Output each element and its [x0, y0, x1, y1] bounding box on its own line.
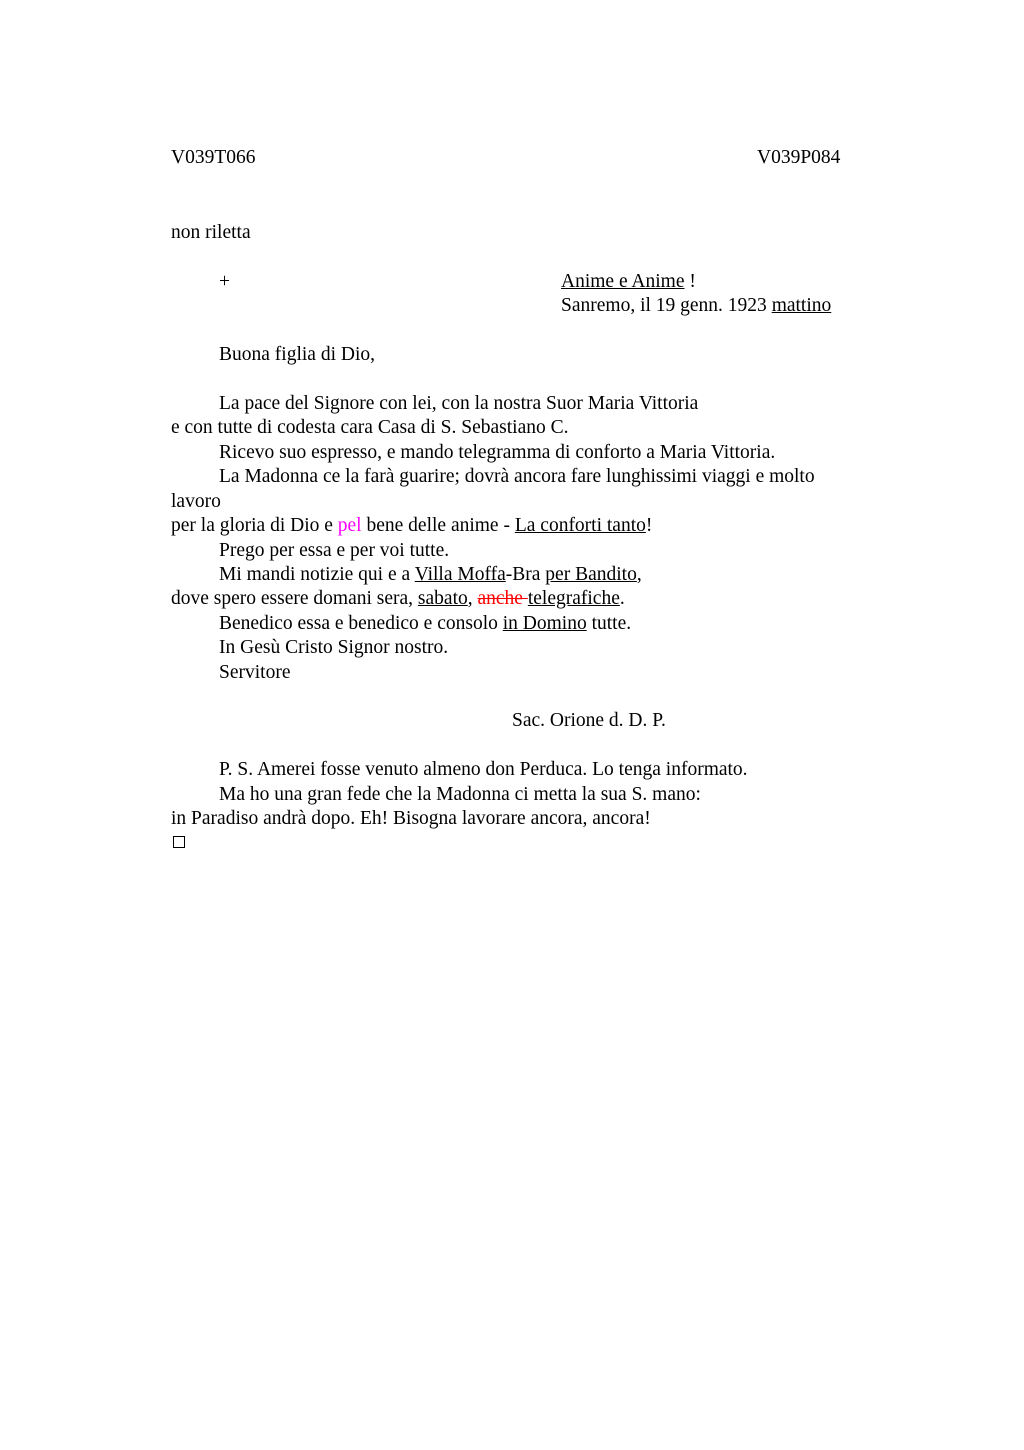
- body-line-8: [219, 563, 642, 587]
- body-line-5: lavoro: [171, 491, 221, 512]
- body-line-6-b: bene delle anime -: [361, 515, 515, 536]
- body-line-10-a: Benedico essa e benedico e consolo: [219, 613, 503, 634]
- body-line-2: e con tutte di codesta cara Casa di S. Sebastiano C.: [171, 417, 569, 438]
- body-line-10: [219, 612, 631, 636]
- status-note: non riletta: [171, 222, 251, 243]
- body-line-9-a: dove spero essere domani sera,: [171, 588, 418, 609]
- motto-punct: !: [684, 271, 696, 292]
- deleted-word-anche: anche: [477, 588, 528, 609]
- body-line-9-b: ,: [467, 588, 478, 609]
- body-line-3: Ricevo suo espresso, e mando telegramma di conforto a Maria Vittoria.: [219, 442, 776, 463]
- dateline-prefix: Sanremo, il 19 genn. 1923: [561, 295, 772, 316]
- body-line-12: Servitore: [219, 662, 291, 683]
- motto: [561, 270, 696, 294]
- body-line-6-c: !: [645, 515, 653, 536]
- dateline-time: mattino: [771, 295, 832, 316]
- signature: Sac. Orione d. D. P.: [512, 710, 666, 731]
- motto-text: Anime e Anime: [561, 271, 685, 292]
- body-line-10-b: tutte.: [586, 613, 632, 634]
- body-line-4: La Madonna ce la farà guarire; dovrà ancora fare lunghissimi viaggi e molto: [219, 466, 815, 487]
- body-line-6-a: per la gloria di Dio e: [171, 515, 338, 536]
- header-right-code: V039P084: [757, 147, 841, 168]
- body-line-8-c: ,: [636, 564, 642, 585]
- header-left-code: V039T066: [171, 147, 256, 168]
- body-line-9-c: .: [619, 588, 625, 609]
- body-line-9: [171, 587, 625, 611]
- underlined-la-conforti-tanto: La conforti tanto: [514, 515, 646, 536]
- underlined-sabato: sabato: [417, 588, 468, 609]
- added-word-pel: pel: [337, 515, 362, 536]
- body-line-8-a: Mi mandi notizie qui e a: [219, 564, 415, 585]
- postscript-line-2: Ma ho una gran fede che la Madonna ci metta la sua S. mano:: [219, 784, 701, 805]
- body-line-8-b: -Bra: [505, 564, 546, 585]
- cross-mark: +: [219, 271, 230, 292]
- underlined-per-bandito: per Bandito: [545, 564, 637, 585]
- postscript-line-3: in Paradiso andrà dopo. Eh! Bisogna lavorare ancora, ancora!: [171, 808, 651, 829]
- underlined-in-domino: in Domino: [502, 613, 587, 634]
- salutation: Buona figlia di Dio,: [219, 344, 375, 365]
- body-line-11: In Gesù Cristo Signor nostro.: [219, 637, 449, 658]
- underlined-villa-moffa: Villa Moffa: [414, 564, 506, 585]
- body-line-7: Prego per essa e per voi tutte.: [219, 540, 450, 561]
- body-line-6: [171, 514, 652, 538]
- postscript-line-1: P. S. Amerei fosse venuto almeno don Perduca. Lo tenga informato.: [219, 759, 748, 780]
- dateline: [561, 294, 831, 318]
- square-outline-icon: [173, 836, 185, 848]
- underlined-telegrafiche: telegrafiche: [527, 588, 620, 609]
- body-line-1: La pace del Signore con lei, con la nostra Suor Maria Vittoria: [219, 393, 699, 414]
